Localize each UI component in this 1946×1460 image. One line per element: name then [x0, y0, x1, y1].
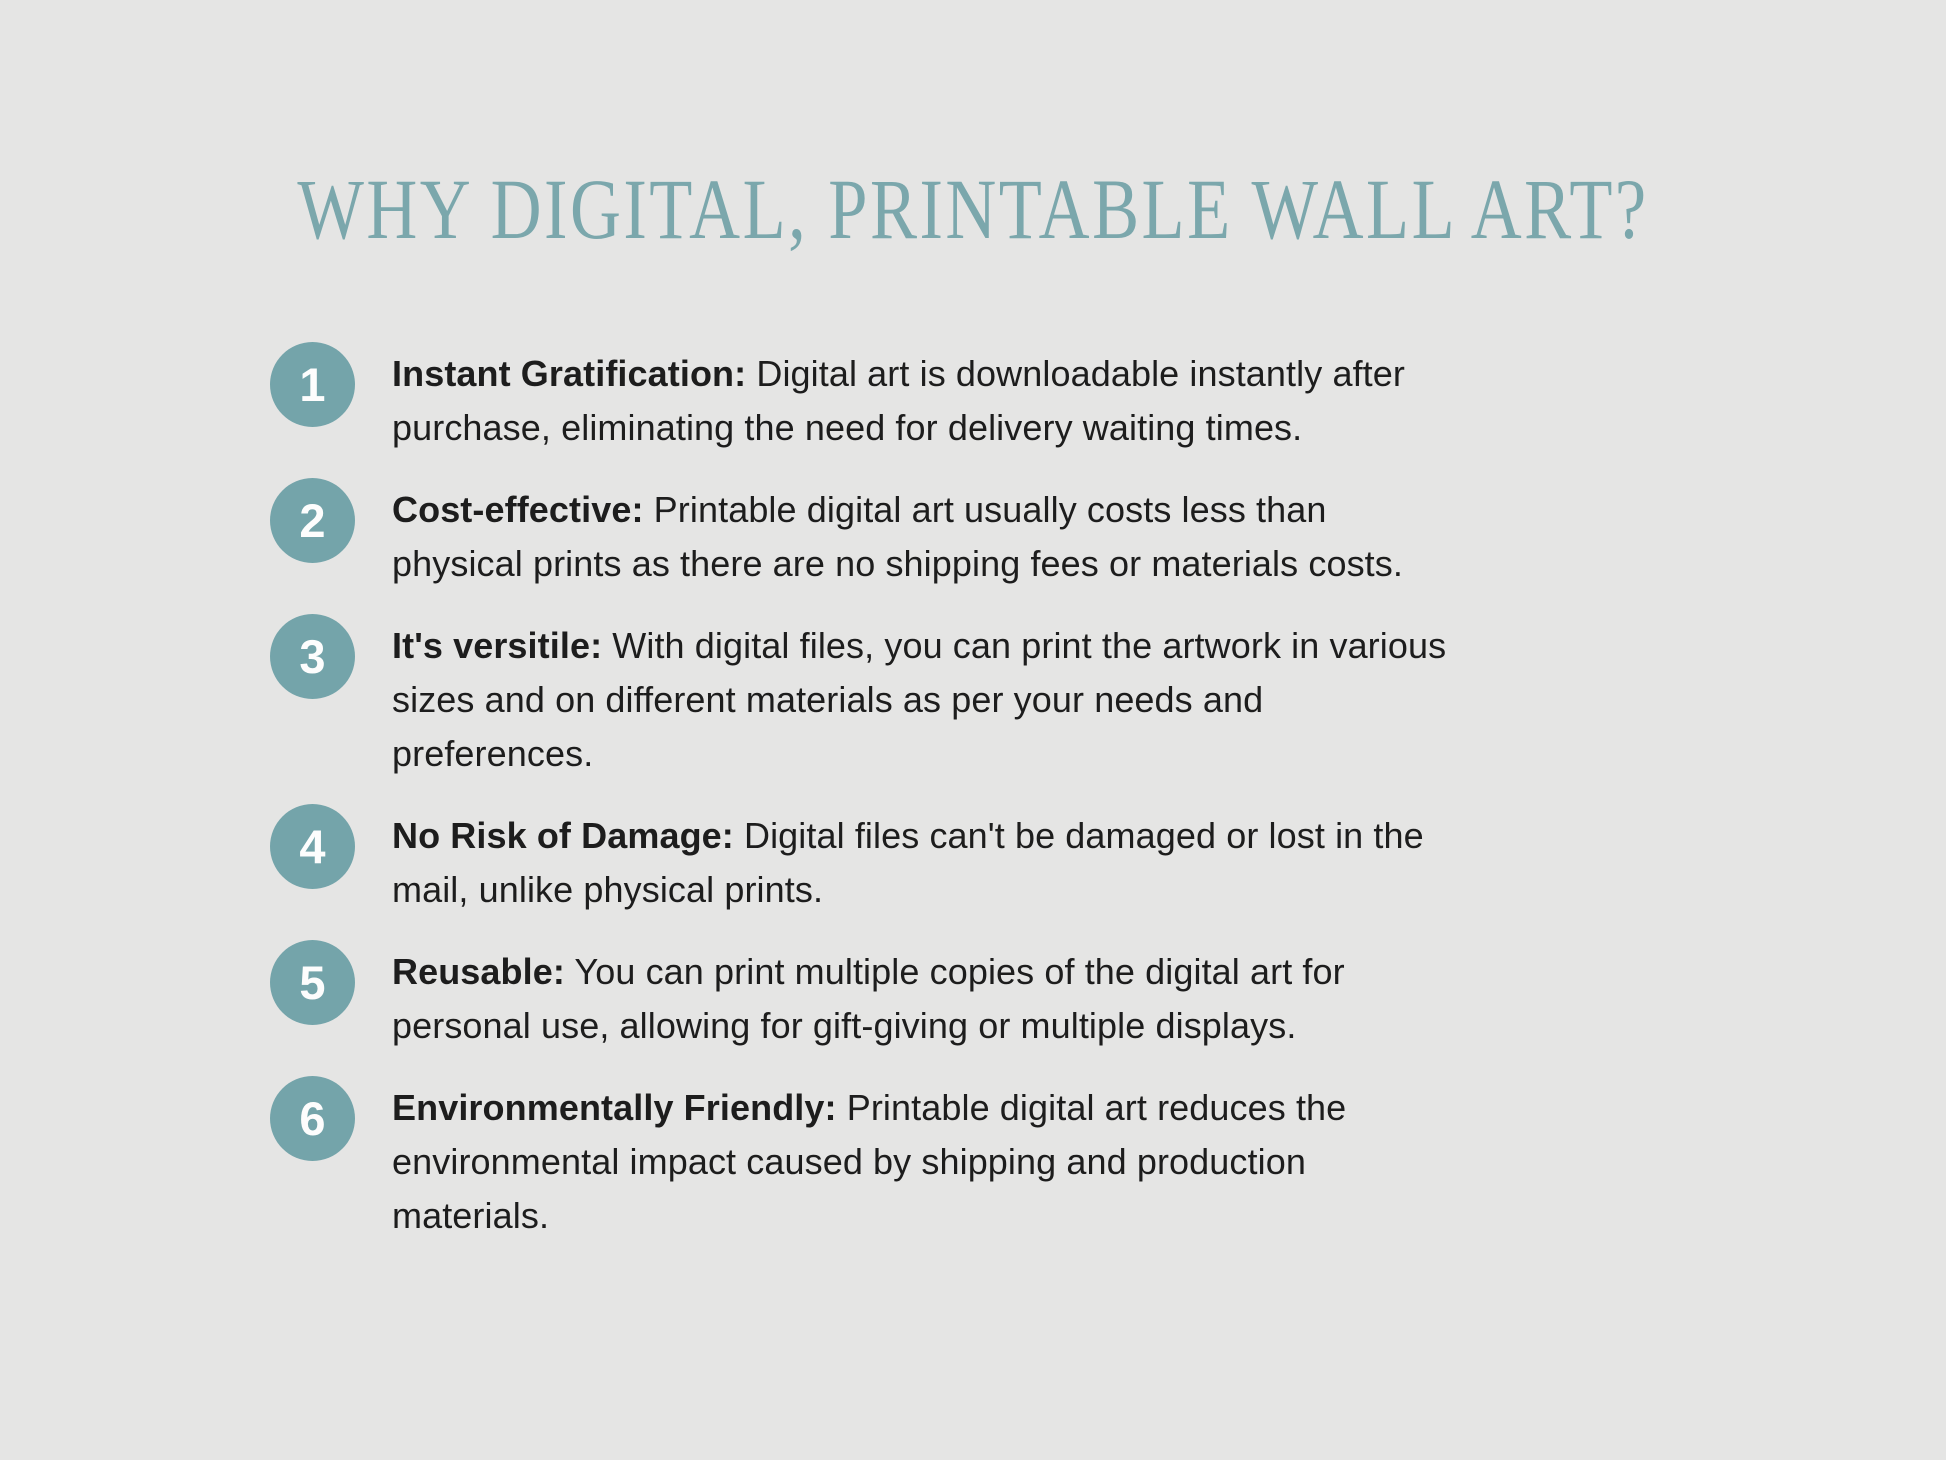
item-label: No Risk of Damage: — [392, 815, 734, 857]
item-label: Cost-effective: — [392, 489, 644, 531]
item-line: physical prints as there are no shipping fees or materials costs. — [392, 543, 1403, 585]
item-line: sizes and on different materials as per your needs and — [392, 679, 1264, 721]
list-item — [270, 1081, 1746, 1243]
number-badge — [270, 342, 355, 427]
item-label: It's versitile: — [392, 625, 603, 667]
item-line: With digital files, you can print the artwork in various — [612, 625, 1447, 667]
item-line: You can print multiple copies of the digital art for — [574, 951, 1345, 993]
item-text — [392, 945, 1345, 1053]
item-line: Printable digital art usually costs less than — [653, 489, 1327, 531]
item-label: Instant Gratification: — [392, 353, 747, 395]
badge-number: 6 — [299, 1092, 326, 1146]
number-badge — [270, 614, 355, 699]
list-item — [270, 347, 1746, 455]
item-text — [392, 483, 1403, 591]
item-text — [392, 1081, 1346, 1243]
number-badge — [270, 940, 355, 1025]
item-line: Digital art is downloadable instantly after — [756, 353, 1405, 395]
badge-number: 2 — [299, 494, 326, 548]
badge-number: 1 — [299, 358, 326, 412]
list-item — [270, 809, 1746, 917]
list-item — [270, 619, 1746, 781]
item-line: mail, unlike physical prints. — [392, 869, 824, 911]
number-badge — [270, 1076, 355, 1161]
item-line: environmental impact caused by shipping and production — [392, 1141, 1306, 1183]
item-line: materials. — [392, 1195, 550, 1237]
item-line: Digital files can't be damaged or lost in the — [743, 815, 1424, 857]
item-text — [392, 347, 1405, 455]
badge-number: 4 — [299, 820, 326, 874]
badge-number: 3 — [299, 630, 326, 684]
list-item — [270, 945, 1746, 1053]
item-label: Reusable: — [392, 951, 565, 993]
number-badge — [270, 804, 355, 889]
item-line: Printable digital art reduces the — [846, 1087, 1347, 1129]
page-title: WHY DIGITAL, PRINTABLE WALL ART? — [297, 161, 1649, 257]
list-item — [270, 483, 1746, 591]
item-line: personal use, allowing for gift-giving or multiple displays. — [392, 1005, 1297, 1047]
benefit-list — [0, 347, 1946, 1243]
badge-number: 5 — [299, 956, 326, 1010]
item-line: preferences. — [392, 733, 594, 775]
item-label: Environmentally Friendly: — [392, 1087, 837, 1129]
number-badge — [270, 478, 355, 563]
item-text — [392, 809, 1424, 917]
item-text — [392, 619, 1446, 781]
item-line: purchase, eliminating the need for delivery waiting times. — [392, 407, 1303, 449]
